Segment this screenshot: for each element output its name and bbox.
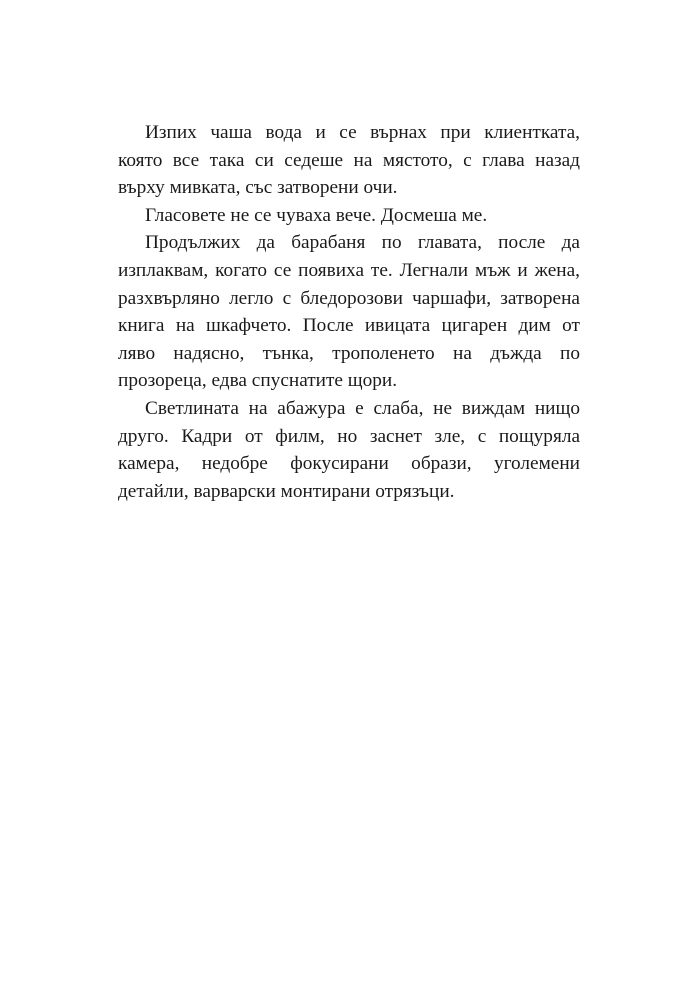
paragraph-line: разхвърляно легло с бледорозови чаршафи, затворена [118,287,580,309]
paragraph-line: върху мивката, със затворени очи. [118,177,398,199]
paragraph-line: прозореца, едва спуснатите щори. [118,370,398,392]
paragraph-4 [118,395,580,505]
paragraph-3 [118,229,580,395]
paragraph-line: Светлината на абажура е слаба, не виждам нищо [145,397,580,419]
paragraph-line: която все така си седеше на мястото, с глава назад [118,149,580,171]
paragraph-line: Гласовете не се чуваха вече. Досмеша ме. [145,204,488,226]
paragraph-2 [118,202,580,230]
paragraph-line: изплаквам, когато се появиха те. Легнали мъж и жена, [118,259,580,281]
paragraph-line: камера, недобре фокусирани образи, уголемени [118,453,580,475]
paragraph-line: Изпих чаша вода и се върнах при клиентката, [145,122,580,143]
paragraph-line: ляво надясно, тънка, трополенето на дъжда по [118,342,580,364]
paragraph-line: Продължих да барабаня по главата, после да [145,232,580,254]
paragraph-line: детайли, варварски монтирани отрязъци. [118,480,455,502]
body-text [118,119,580,505]
paragraph-1 [118,119,580,202]
paragraph-line: друго. Кадри от филм, но заснет зле, с пощуряла [118,425,580,447]
paragraph-line: книга на шкафчето. После ивицата цигарен дим от [118,315,580,337]
